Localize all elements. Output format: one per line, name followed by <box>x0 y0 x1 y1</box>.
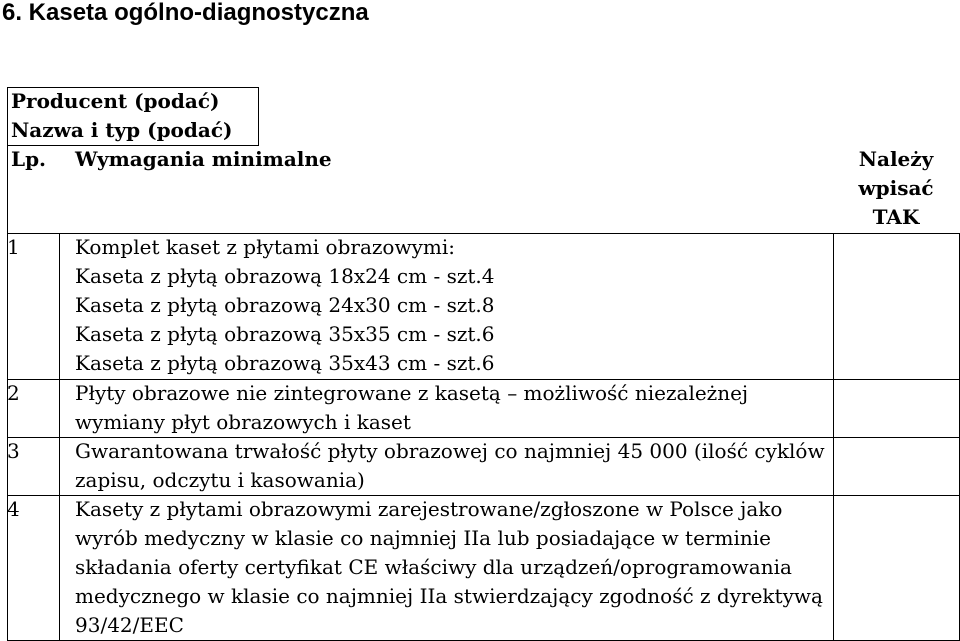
row-1-line: Kaseta z płytą obrazową 35x43 cm - szt.6 <box>75 351 495 375</box>
row-2-line: Płyty obrazowe nie zintegrowane z kasetą – możliwość niezależnej <box>75 381 749 405</box>
column-header-requirements: Wymagania minimalne <box>75 147 332 171</box>
row-2-requirements <box>75 379 835 437</box>
producer-label: Producent (podać) <box>11 89 220 113</box>
name-type-label: Nazwa i typ (podać) <box>11 118 233 142</box>
column-header-must-enter <box>836 145 956 232</box>
row-1-line: Kaseta z płytą obrazową 18x24 cm - szt.4 <box>75 264 495 288</box>
row-4-line: medycznego w klasie co najmniej IIa stwierdzający zgodność z dyrektywą <box>75 584 823 608</box>
row-1-number: 1 <box>7 235 20 259</box>
row-4-requirements <box>75 495 835 640</box>
must-enter-line-3: TAK <box>872 205 920 229</box>
row-4-number: 4 <box>7 497 20 521</box>
column-header-lp: Lp. <box>11 147 47 171</box>
row-4-line: wyrób medyczny w klasie co najmniej IIa lub posiadające w terminie <box>75 526 771 550</box>
row-1-requirements <box>75 233 835 378</box>
row-3-line: Gwarantowana trwałość płyty obrazowej co najmniej 45 000 (ilość cyklów <box>75 439 825 463</box>
must-enter-line-2: wpisać <box>858 176 934 200</box>
row-2-number: 2 <box>7 381 20 405</box>
row-4-line: składania oferty certyfikat CE właściwy dla urządzeń/oprogramowania <box>75 555 792 579</box>
row-3-number: 3 <box>7 439 20 463</box>
row-1-line: Komplet kaset z płytami obrazowymi: <box>75 235 455 259</box>
row-3-requirements <box>75 437 835 495</box>
row-2-line: wymiany płyt obrazowych i kaset <box>75 410 411 434</box>
row-4-line: Kasety z płytami obrazowymi zarejestrowane/zgłoszone w Polsce jako <box>75 497 783 521</box>
row-1-line: Kaseta z płytą obrazową 24x30 cm - szt.8 <box>75 293 495 317</box>
must-enter-line-1: Należy <box>858 147 934 171</box>
row-3-line: zapisu, odczytu i kasowania) <box>75 468 365 492</box>
section-heading: 6. Kaseta ogólno-diagnostyczna <box>2 0 369 26</box>
row-1-line: Kaseta z płytą obrazową 35x35 cm - szt.6 <box>75 322 495 346</box>
row-4-line: 93/42/EEC <box>75 613 184 637</box>
